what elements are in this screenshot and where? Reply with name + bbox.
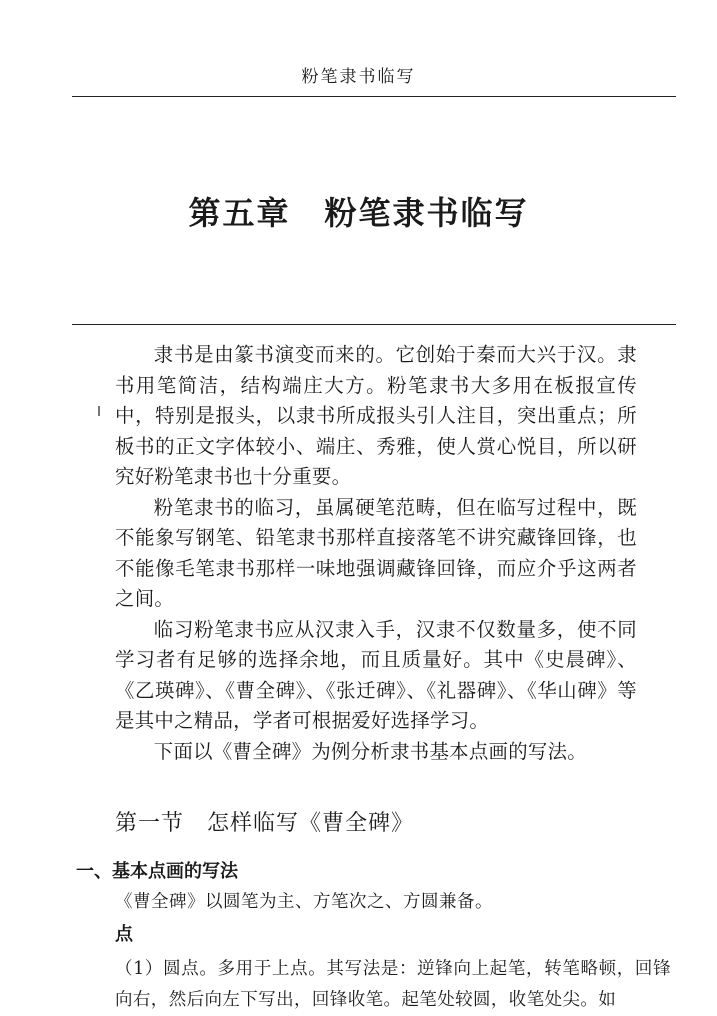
body-text [115, 340, 637, 767]
point-text [115, 954, 671, 1016]
running-head: 粉笔隶书临写 [301, 67, 416, 87]
paragraph-1: 隶书是由篆书演变而来的。它创始于秦而大兴于汉。隶书用笔简洁，结构端庄大方。粉笔隶书大多用在板报宣传中，特别是报头，以隶书所成报头引人注目，突出重点；所板书的正文字体较小、端庄、秀雅，使人赏心悦目，所以研究好粉笔隶书也十分重要。 [115, 343, 637, 488]
intro-line: 《曹全碑》以圆笔为主、方笔次之、方圆兼备。 [115, 892, 493, 912]
chapter-title: 第五章 粉笔隶书临写 [188, 194, 529, 232]
margin-mark [98, 406, 100, 416]
section-heading: 第一节 怎样临写《曹全碑》 [115, 811, 415, 836]
paragraph-4: 下面以《曹全碑》为例分析隶书基本点画的写法。 [153, 739, 587, 763]
paragraph-3: 临习粉笔隶书应从汉隶入手，汉隶不仅数量多，使不同学习者有足够的选择余地，而且质量好。其中《史晨碑》、《乙瑛碑》、《曹全碑》、《张迁碑》、《礼器碑》、《华山碑》等是其中之精品，学者可根据爱好选择学习。 [115, 617, 637, 732]
sub-heading: 一、基本点画的写法 [76, 861, 238, 882]
point-label: 点 [115, 924, 133, 945]
paragraph-2: 粉笔隶书的临习，虽属硬笔范畴，但在临写过程中，既不能象写钢笔、铅笔隶书那样直接落笔不讲究藏锋回锋，也不能像毛笔隶书那样一味地强调藏锋回锋，而应介乎这两者之间。 [115, 495, 637, 610]
header-rule [72, 96, 676, 97]
point-text-paragraph: （1）圆点。多用于上点。其写法是：逆锋向上起笔，转笔略顿，回锋向右，然后向左下写出，回锋收笔。起笔处较圆，收笔处尖。如 [115, 959, 671, 1010]
chapter-rule [72, 324, 676, 325]
